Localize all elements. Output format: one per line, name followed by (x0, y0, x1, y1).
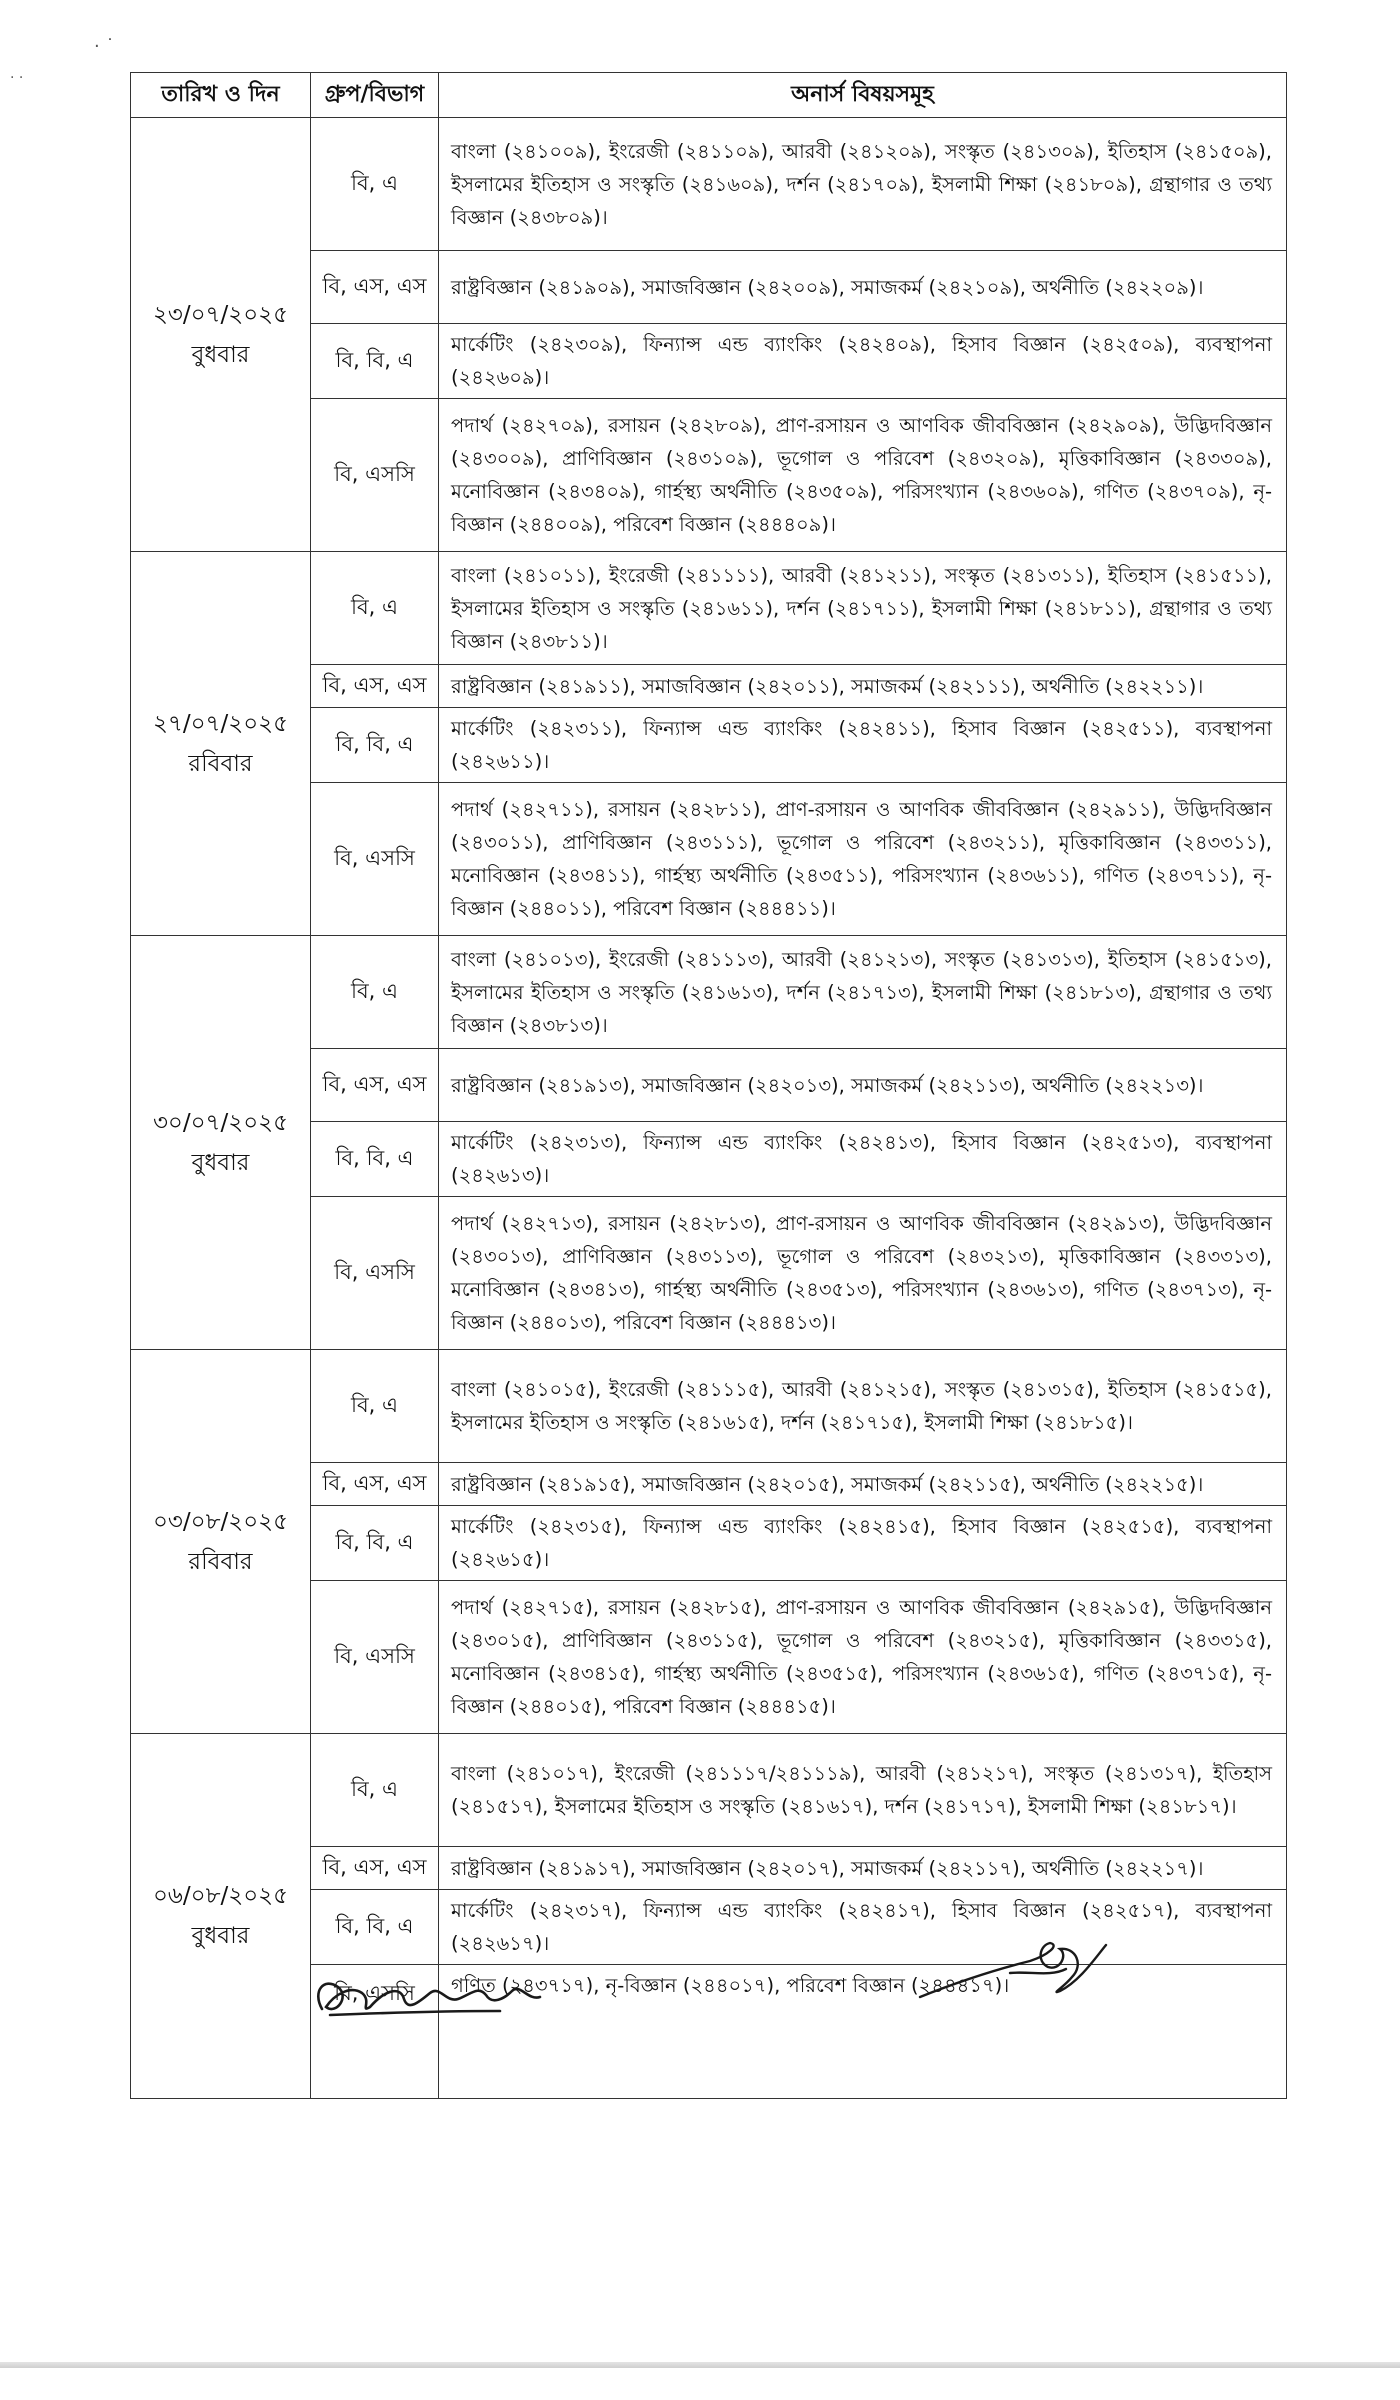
group-cell: বি, বি, এ (311, 1890, 439, 1965)
subjects-cell: গণিত (২৪৩৭১৭), নৃ-বিজ্ঞান (২৪৪০১৭), পরিবেশ বিজ্ঞান (২৪৪৪১৭)। (439, 1965, 1287, 2099)
group-cell: বি, এ (311, 1350, 439, 1463)
group-cell: বি, এ (311, 1734, 439, 1847)
group-cell: বি, এসসি (311, 1965, 439, 2099)
group-cell: বি, এসসি (311, 783, 439, 936)
group-cell: বি, এ (311, 936, 439, 1049)
subjects-cell: রাষ্ট্রবিজ্ঞান (২৪১৯০৯), সমাজবিজ্ঞান (২৪২০০৯), সমাজকর্ম (২৪২১০৯), অর্থনীতি (২৪২২০৯)। (439, 251, 1287, 324)
scan-speck: · ˙ (94, 36, 115, 57)
table-row (131, 552, 1287, 665)
exam-schedule-table (130, 72, 1287, 2099)
subjects-cell: মার্কেটিং (২৪২৩১১), ফিন্যান্স এন্ড ব্যাংকিং (২৪২৪১১), হিসাব বিজ্ঞান (২৪২৫১১), ব্যবস্থাপনা (২৪২৬১১)। (439, 708, 1287, 783)
date-cell (131, 936, 311, 1350)
group-cell: বি, এস, এস (311, 665, 439, 708)
group-cell: বি, এসসি (311, 399, 439, 552)
exam-date: ০৬/০৮/২০২৫ (152, 1883, 289, 1909)
group-cell: বি, এসসি (311, 1197, 439, 1350)
date-cell (131, 118, 311, 552)
exam-weekday: রবিবার (188, 750, 253, 777)
subjects-cell: বাংলা (২৪১০১৭), ইংরেজী (২৪১১১৭/২৪১১১৯), আরবী (২৪১২১৭), সংস্কৃত (২৪১৩১৭), ইতিহাস (২৪১৫১৭), ইসলামের ইতিহাস ও সংস্কৃতি (২৪১৬১৭), দর্শন (২৪১৭১৭), ইসলামী শিক্ষা (২৪১৮১৭)। (439, 1734, 1287, 1847)
group-cell: বি, বি, এ (311, 1122, 439, 1197)
header-subjects: অনার্স বিষয়সমূহ (439, 73, 1287, 118)
exam-date: ৩০/০৭/২০২৫ (152, 1109, 289, 1136)
subjects-cell: পদার্থ (২৪২৭১১), রসায়ন (২৪২৮১১), প্রাণ-রসায়ন ও আণবিক জীববিজ্ঞান (২৪২৯১১), উদ্ভিদবিজ্ঞান (২৪৩০১১), প্রাণিবিজ্ঞান (২৪৩১১১), ভূগোল ও পরিবেশ (২৪৩২১১), মৃত্তিকাবিজ্ঞান (২৪৩৩১১), মনোবিজ্ঞান (২৪৩৪১১), গার্হস্থ্য অর্থনীতি (২৪৩৫১১), পরিসংখ্যান (২৪৩৬১১), গণিত (২৪৩৭১১), নৃ-বিজ্ঞান (২৪৪০১১), পরিবেশ বিজ্ঞান (২৪৪৪১১)। (439, 783, 1287, 936)
table-row (131, 118, 1287, 251)
group-cell: বি, এ (311, 118, 439, 251)
group-cell: বি, এস, এস (311, 1847, 439, 1890)
scan-edge-divider (0, 2362, 1400, 2368)
group-cell: বি, এসসি (311, 1581, 439, 1734)
exam-weekday: বুধবার (191, 1149, 250, 1176)
header-group: গ্রুপ/বিভাগ (311, 73, 439, 118)
exam-date: ০৩/০৮/২০২৫ (152, 1508, 289, 1535)
date-cell (131, 1350, 311, 1734)
subjects-cell: রাষ্ট্রবিজ্ঞান (২৪১৯১১), সমাজবিজ্ঞান (২৪২০১১), সমাজকর্ম (২৪২১১১), অর্থনীতি (২৪২২১১)। (439, 665, 1287, 708)
group-cell: বি, এস, এস (311, 251, 439, 324)
subjects-cell: মার্কেটিং (২৪২৩১৩), ফিন্যান্স এন্ড ব্যাংকিং (২৪২৪১৩), হিসাব বিজ্ঞান (২৪২৫১৩), ব্যবস্থাপনা (২৪২৬১৩)। (439, 1122, 1287, 1197)
subjects-cell: বাংলা (২৪১০১৩), ইংরেজী (২৪১১১৩), আরবী (২৪১২১৩), সংস্কৃত (২৪১৩১৩), ইতিহাস (২৪১৫১৩), ইসলামের ইতিহাস ও সংস্কৃতি (২৪১৬১৩), দর্শন (২৪১৭১৩), ইসলামী শিক্ষা (২৪১৮১৩), গ্রন্থাগার ও তথ্য বিজ্ঞান (২৪৩৮১৩)। (439, 936, 1287, 1049)
group-cell: বি, বি, এ (311, 708, 439, 783)
exam-weekday: বুধবার (191, 341, 250, 368)
signature-right (920, 1943, 1106, 1997)
subjects-cell: মার্কেটিং (২৪২৩০৯), ফিন্যান্স এন্ড ব্যাংকিং (২৪২৪০৯), হিসাব বিজ্ঞান (২৪২৫০৯), ব্যবস্থাপনা (২৪২৬০৯)। (439, 324, 1287, 399)
subjects-cell: বাংলা (২৪১০১৫), ইংরেজী (২৪১১১৫), আরবী (২৪১২১৫), সংস্কৃত (২৪১৩১৫), ইতিহাস (২৪১৫১৫), ইসলামের ইতিহাস ও সংস্কৃতি (২৪১৬১৫), দর্শন (২৪১৭১৫), ইসলামী শিক্ষা (২৪১৮১৫)। (439, 1350, 1287, 1463)
subjects-cell: রাষ্ট্রবিজ্ঞান (২৪১৯১৫), সমাজবিজ্ঞান (২৪২০১৫), সমাজকর্ম (২৪২১১৫), অর্থনীতি (২৪২২১৫)। (439, 1463, 1287, 1506)
subjects-cell: বাংলা (২৪১০১১), ইংরেজী (২৪১১১১), আরবী (২৪১২১১), সংস্কৃত (২৪১৩১১), ইতিহাস (২৪১৫১১), ইসলামের ইতিহাস ও সংস্কৃতি (২৪১৬১১), দর্শন (২৪১৭১১), ইসলামী শিক্ষা (২৪১৮১১), গ্রন্থাগার ও তথ্য বিজ্ঞান (২৪৩৮১১)। (439, 552, 1287, 665)
table-row (131, 1350, 1287, 1463)
group-cell: বি, এ (311, 552, 439, 665)
subjects-cell: রাষ্ট্রবিজ্ঞান (২৪১৯১৩), সমাজবিজ্ঞান (২৪২০১৩), সমাজকর্ম (২৪২১১৩), অর্থনীতি (২৪২২১৩)। (439, 1049, 1287, 1122)
group-cell: বি, বি, এ (311, 324, 439, 399)
group-cell: বি, বি, এ (311, 1506, 439, 1581)
exam-weekday: রবিবার (188, 1548, 253, 1575)
signatures (0, 1915, 1400, 2035)
signature-left (318, 1984, 540, 2015)
group-cell: বি, এস, এস (311, 1049, 439, 1122)
subjects-cell: পদার্থ (২৪২৭০৯), রসায়ন (২৪২৮০৯), প্রাণ-রসায়ন ও আণবিক জীববিজ্ঞান (২৪২৯০৯), উদ্ভিদবিজ্ঞান (২৪৩০০৯), প্রাণিবিজ্ঞান (২৪৩১০৯), ভূগোল ও পরিবেশ (২৪৩২০৯), মৃত্তিকাবিজ্ঞান (২৪৩৩০৯), মনোবিজ্ঞান (২৪৩৪০৯), গার্হস্থ্য অর্থনীতি (২৪৩৫০৯), পরিসংখ্যান (২৪৩৬০৯), গণিত (২৪৩৭০৯), নৃ-বিজ্ঞান (২৪৪০০৯), পরিবেশ বিজ্ঞান (২৪৪৪০৯)। (439, 399, 1287, 552)
subjects-cell: মার্কেটিং (২৪২৩১৫), ফিন্যান্স এন্ড ব্যাংকিং (২৪২৪১৫), হিসাব বিজ্ঞান (২৪২৫১৫), ব্যবস্থাপনা (২৪২৬১৫)। (439, 1506, 1287, 1581)
table-header-row (131, 73, 1287, 118)
exam-date: ২৭/০৭/২০২৫ (152, 710, 289, 737)
table-row (131, 936, 1287, 1049)
subjects-cell: মার্কেটিং (২৪২৩১৭), ফিন্যান্স এন্ড ব্যাংকিং (২৪২৪১৭), হিসাব বিজ্ঞান (২৪২৫১৭), ব্যবস্থাপনা (২৪২৬১৭)। (439, 1890, 1287, 1965)
date-cell (131, 552, 311, 936)
table-row (131, 1734, 1287, 1847)
subjects-cell: পদার্থ (২৪২৭১৫), রসায়ন (২৪২৮১৫), প্রাণ-রসায়ন ও আণবিক জীববিজ্ঞান (২৪২৯১৫), উদ্ভিদবিজ্ঞান (২৪৩০১৫), প্রাণিবিজ্ঞান (২৪৩১১৫), ভূগোল ও পরিবেশ (২৪৩২১৫), মৃত্তিকাবিজ্ঞান (২৪৩৩১৫), মনোবিজ্ঞান (২৪৩৪১৫), গার্হস্থ্য অর্থনীতি (২৪৩৫১৫), পরিসংখ্যান (২৪৩৬১৫), গণিত (২৪৩৭১৫), নৃ-বিজ্ঞান (২৪৪০১৫), পরিবেশ বিজ্ঞান (২৪৪৪১৫)। (439, 1581, 1287, 1734)
subjects-cell: রাষ্ট্রবিজ্ঞান (২৪১৯১৭), সমাজবিজ্ঞান (২৪২০১৭), সমাজকর্ম (২৪২১১৭), অর্থনীতি (২৪২২১৭)। (439, 1847, 1287, 1890)
subjects-cell: বাংলা (২৪১০০৯), ইংরেজী (২৪১১০৯), আরবী (২৪১২০৯), সংস্কৃত (২৪১৩০৯), ইতিহাস (২৪১৫০৯), ইসলামের ইতিহাস ও সংস্কৃতি (২৪১৬০৯), দর্শন (২৪১৭০৯), ইসলামী শিক্ষা (২৪১৮০৯), গ্রন্থাগার ও তথ্য বিজ্ঞান (২৪৩৮০৯)। (439, 118, 1287, 251)
header-date-day: তারিখ ও দিন (131, 73, 311, 118)
group-cell: বি, এস, এস (311, 1463, 439, 1506)
exam-weekday: বুধবার (191, 1923, 250, 1949)
exam-date: ২৩/০৭/২০২৫ (152, 301, 289, 328)
scan-speck: · · (10, 70, 24, 86)
subjects-cell: পদার্থ (২৪২৭১৩), রসায়ন (২৪২৮১৩), প্রাণ-রসায়ন ও আণবিক জীববিজ্ঞান (২৪২৯১৩), উদ্ভিদবিজ্ঞান (২৪৩০১৩), প্রাণিবিজ্ঞান (২৪৩১১৩), ভূগোল ও পরিবেশ (২৪৩২১৩), মৃত্তিকাবিজ্ঞান (২৪৩৩১৩), মনোবিজ্ঞান (২৪৩৪১৩), গার্হস্থ্য অর্থনীতি (২৪৩৫১৩), পরিসংখ্যান (২৪৩৬১৩), গণিত (২৪৩৭১৩), নৃ-বিজ্ঞান (২৪৪০১৩), পরিবেশ বিজ্ঞান (২৪৪৪১৩)। (439, 1197, 1287, 1350)
